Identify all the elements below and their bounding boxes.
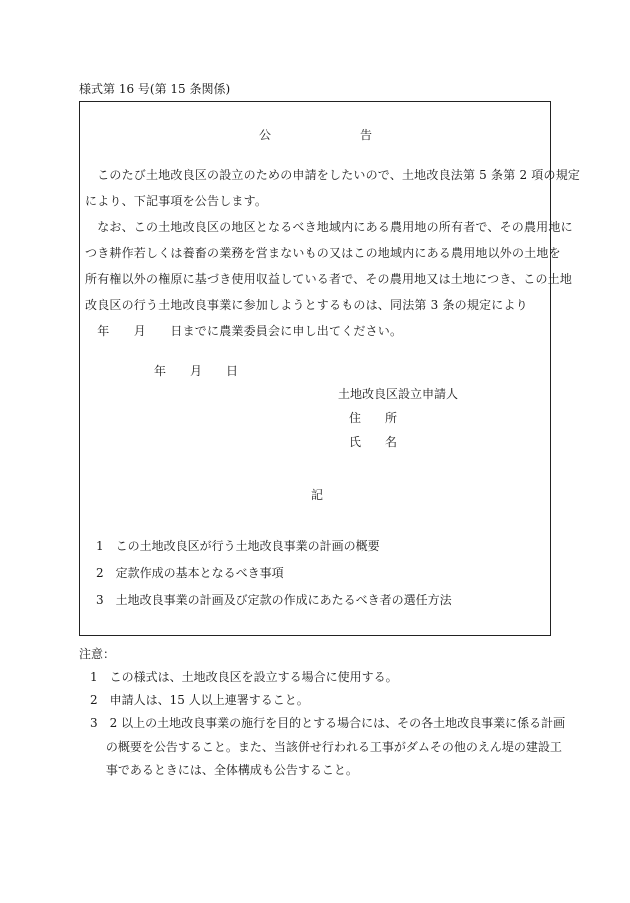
paragraph2-line3: 所有権以外の権原に基づき使用収益している者で、その農用地又は土地につき、この土地 bbox=[85, 272, 573, 286]
note-item-3-line3: 事であるときには、全体構成も公告すること。 bbox=[90, 763, 358, 777]
paragraph2-line5: 年 月 日までに農業委員会に申し出てください。 bbox=[85, 324, 403, 338]
name-label: 氏 名 bbox=[349, 435, 398, 449]
paragraph2-line2: つき耕作若しくは養畜の業務を営まないもの又はこの地域内にある農用地以外の土地を bbox=[85, 246, 561, 260]
note-item-2: 2 申請人は、15 人以上連署すること。 bbox=[90, 693, 309, 707]
record-heading: 記 bbox=[311, 488, 324, 502]
record-item-2: 2 定款作成の基本となるべき事項 bbox=[96, 566, 284, 580]
paragraph1-line1: このたび土地改良区の設立のための申請をしたいので、土地改良法第 5 条第 2 項の規定 bbox=[85, 168, 581, 182]
applicant-title: 土地改良区設立申請人 bbox=[338, 387, 459, 401]
notice-title-left: 公 bbox=[259, 128, 272, 142]
notes-heading: 注意： bbox=[79, 647, 116, 661]
form-number: 様式第 16 号(第 15 条関係) bbox=[79, 82, 231, 96]
note-item-3-line2: の概要を公告すること。また、当該併せ行われる工事がダムその他のえん堤の建設工 bbox=[90, 740, 562, 754]
record-item-1: 1 この土地改良区が行う土地改良事業の計画の概要 bbox=[96, 539, 380, 553]
paragraph2-line1: なお、この土地改良区の地区となるべき地域内にある農用地の所有者で、その農用地に bbox=[85, 220, 573, 234]
notice-title-right: 告 bbox=[360, 128, 373, 142]
record-item-3: 3 土地改良事業の計画及び定款の作成にあたるべき者の選任方法 bbox=[96, 593, 452, 607]
note-item-1: 1 この様式は、土地改良区を設立する場合に使用する。 bbox=[90, 670, 398, 684]
address-label: 住 所 bbox=[349, 411, 398, 425]
note-item-3-line1: 3 2 以上の土地改良事業の施行を目的とする場合には、その各土地改良事業に係る計画 bbox=[90, 716, 566, 730]
paragraph2-line4: 改良区の行う土地改良事業に参加しようとするものは、同法第 3 条の規定により bbox=[85, 298, 528, 312]
paragraph1-line2: により、下記事項を公告します。 bbox=[85, 194, 268, 208]
date-line: 年 月 日 bbox=[154, 364, 239, 378]
